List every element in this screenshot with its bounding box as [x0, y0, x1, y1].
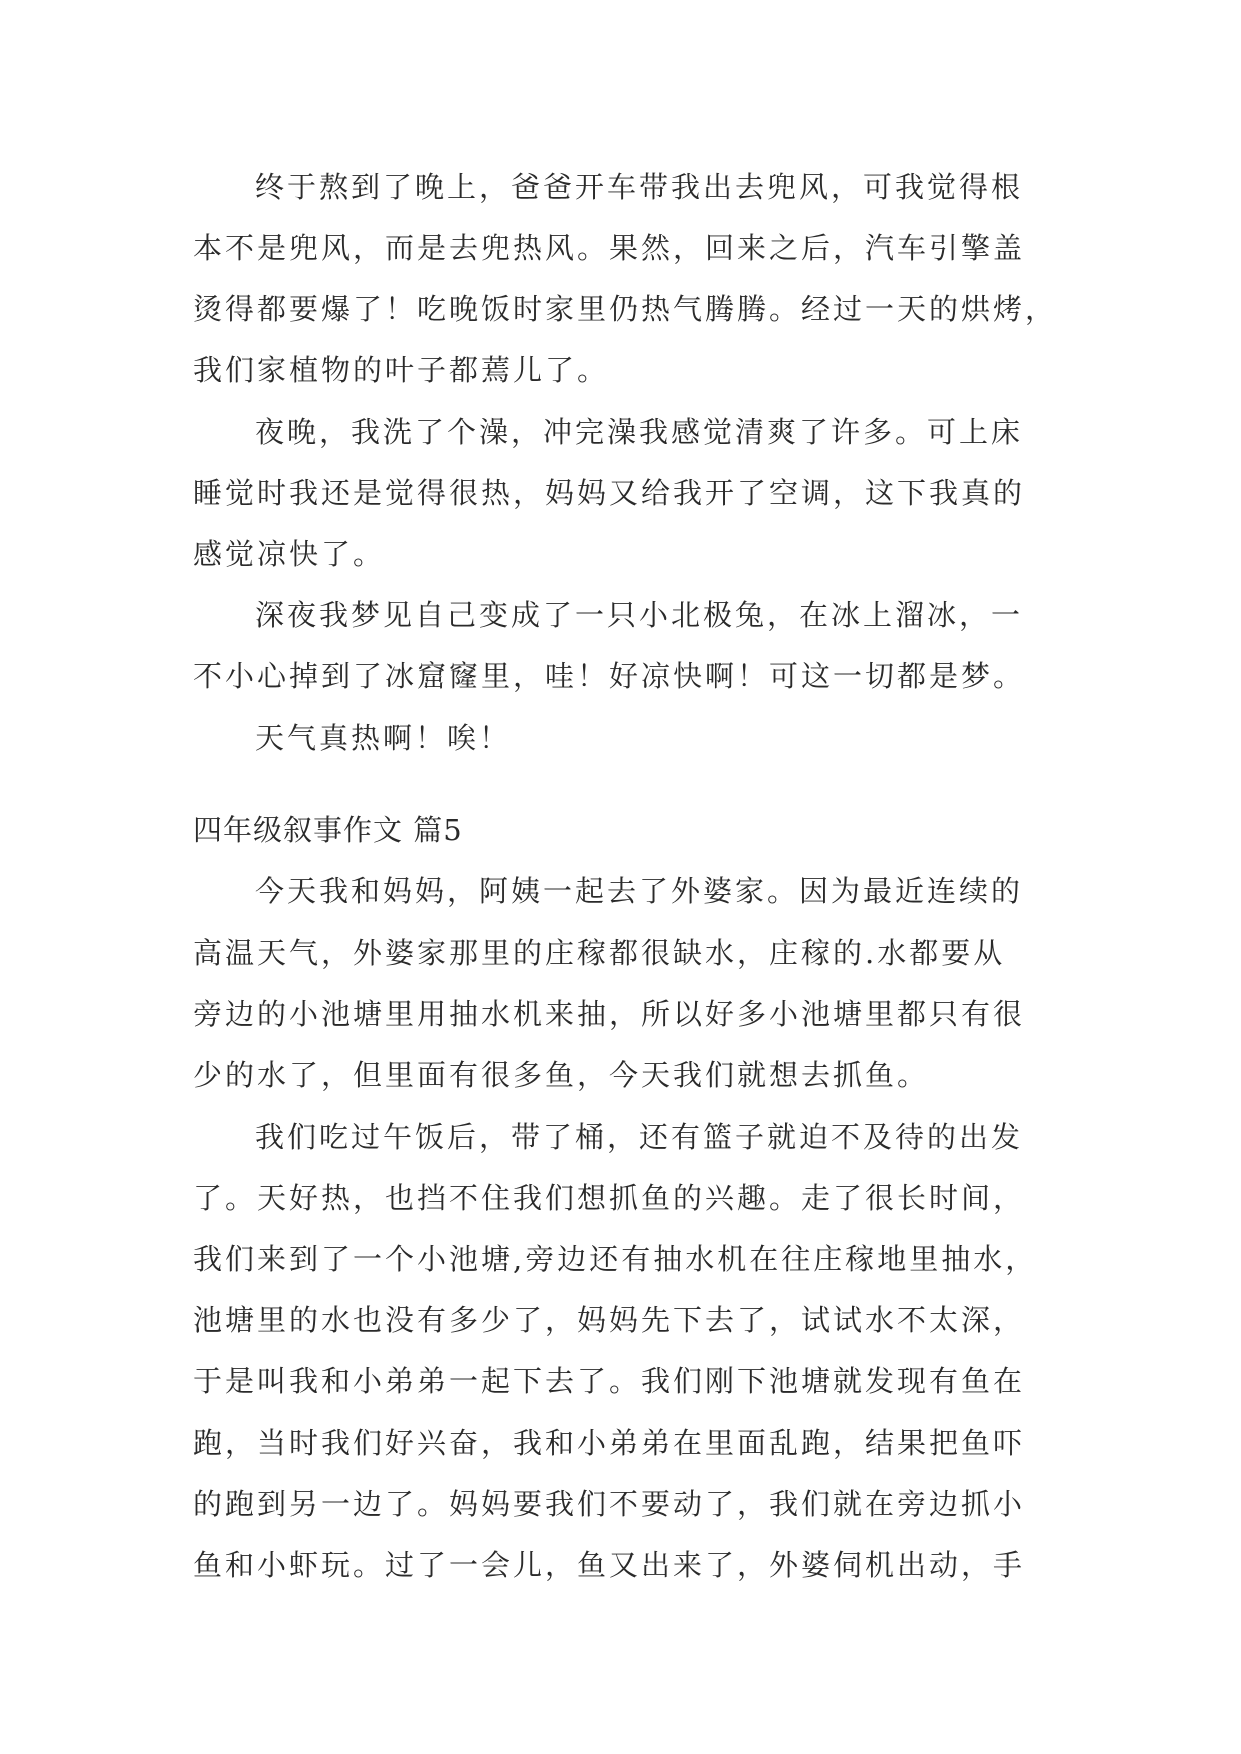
paragraph-5-line-1: 今天我和妈妈，阿姨一起去了外婆家。因为最近连续的 — [255, 874, 1024, 908]
section-heading: 四年级叙事作文 篇5 — [193, 813, 463, 847]
paragraph-6-line-8: 鱼和小虾玩。过了一会儿，鱼又出来了，外婆伺机出动，手 — [193, 1548, 1026, 1582]
paragraph-6-line-3: 我们来到了一个小池塘,旁边还有抽水机在往庄稼地里抽水， — [193, 1242, 1038, 1276]
paragraph-6-line-1: 我们吃过午饭后，带了桶，还有篮子就迫不及待的出发 — [255, 1120, 1024, 1154]
paragraph-1-line-2: 本不是兜风，而是去兜热风。果然，回来之后，汽车引擎盖 — [193, 231, 1026, 265]
paragraph-1-line-4: 我们家植物的叶子都蔫儿了。 — [193, 353, 610, 387]
paragraph-5-line-2: 高温天气，外婆家那里的庄稼都很缺水，庄稼的.水都要从 — [193, 936, 1006, 970]
paragraph-5-line-4: 少的水了，但里面有很多鱼，今天我们就想去抓鱼。 — [193, 1058, 930, 1092]
paragraph-2-line-3: 感觉凉快了。 — [193, 537, 386, 571]
paragraph-5-line-3: 旁边的小池塘里用抽水机来抽，所以好多小池塘里都只有很 — [193, 997, 1026, 1031]
paragraph-6-line-4: 池塘里的水也没有多少了，妈妈先下去了，试试水不太深， — [193, 1303, 1026, 1337]
paragraph-1-line-3: 烫得都要爆了！吃晚饭时家里仍热气腾腾。经过一天的烘烤， — [193, 292, 1058, 326]
paragraph-2-line-1: 夜晚，我洗了个澡，冲完澡我感觉清爽了许多。可上床 — [255, 415, 1024, 449]
paragraph-6-line-7: 的跑到另一边了。妈妈要我们不要动了，我们就在旁边抓小 — [193, 1487, 1026, 1521]
paragraph-6-line-2: 了。天好热，也挡不住我们想抓鱼的兴趣。走了很长时间， — [193, 1181, 1026, 1215]
paragraph-2-line-2: 睡觉时我还是觉得很热，妈妈又给我开了空调，这下我真的 — [193, 476, 1026, 510]
paragraph-1-line-1: 终于熬到了晚上，爸爸开车带我出去兜风，可我觉得根 — [255, 170, 1024, 204]
paragraph-3-line-2: 不小心掉到了冰窟窿里，哇！好凉快啊！可这一切都是梦。 — [193, 659, 1026, 693]
paragraph-3-line-1: 深夜我梦见自己变成了一只小北极兔，在冰上溜冰，一 — [255, 598, 1024, 632]
paragraph-4-line-1: 天气真热啊！唉！ — [255, 721, 512, 755]
paragraph-6-line-5: 于是叫我和小弟弟一起下去了。我们刚下池塘就发现有鱼在 — [193, 1364, 1026, 1398]
paragraph-6-line-6: 跑，当时我们好兴奋，我和小弟弟在里面乱跑，结果把鱼吓 — [193, 1426, 1026, 1460]
